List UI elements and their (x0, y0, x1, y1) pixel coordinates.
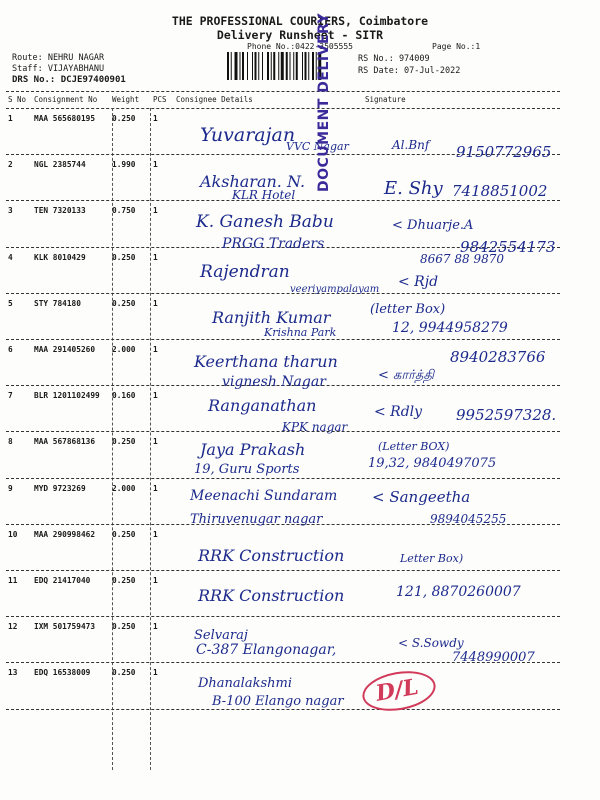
cell-pcs: 1 (153, 576, 158, 585)
cell-consignment: MAA 290998462 (34, 529, 96, 539)
cell-weight: 0.250 (112, 252, 136, 262)
handwritten-phone: 12, 9944958279 (392, 320, 508, 336)
cell-weight: 2.000 (112, 345, 136, 354)
barcode-bar (255, 52, 257, 80)
staff: Staff: VIJAYABHANU (12, 64, 105, 74)
cell-consignment: STY 784180 (34, 298, 81, 308)
cell-consignment: NGL 2385744 (34, 160, 86, 170)
handwritten-consignee-name: Rajendran (200, 262, 290, 282)
handwritten-consignee-address: PRGG Traders (222, 236, 325, 252)
drs-number: DRS No.: DCJE97400901 (12, 75, 126, 85)
handwritten-signature: E. Shy (384, 178, 443, 199)
col-signature: Signature (365, 95, 406, 104)
handwritten-signature: Al.Bnf (392, 138, 430, 152)
handwritten-consignee-name: Jaya Prakash (200, 440, 306, 459)
cell-pcs: 1 (153, 160, 158, 170)
cell-weight: 0.250 (112, 622, 136, 632)
barcode-bar (312, 52, 314, 80)
cell-pcs: 1 (153, 114, 158, 123)
cell-sno: 3 (8, 206, 13, 216)
handwritten-consignee-name: Ranganathan (208, 396, 317, 415)
cell-consignment: KLK 8010429 (34, 252, 86, 262)
cell-sno: 7 (8, 391, 13, 401)
handwritten-signature: 8940283766 (450, 348, 546, 366)
cell-pcs: 1 (153, 622, 158, 632)
cell-sno: 1 (8, 114, 13, 123)
cell-consignment: MAA 565680195 (34, 114, 96, 123)
barcode-bar (296, 52, 298, 80)
cell-pcs: 1 (153, 529, 158, 539)
col-pcs: PCS (153, 95, 167, 104)
handwritten-consignee-name: Dhanalakshmi (198, 676, 292, 691)
cell-sno: 2 (8, 160, 13, 170)
handwritten-consignee-address: vignesh Nagar (222, 374, 326, 390)
barcode-bar (271, 52, 272, 80)
handwritten-signature: (Letter BOX) (378, 440, 450, 453)
barcode-bar (258, 52, 259, 80)
phone-number: Phone No.:0422-3505555 (247, 42, 353, 51)
handwritten-signature: 8667 88 9870 (420, 252, 504, 266)
cell-sno: 10 (8, 529, 18, 539)
col-weight: Weight (112, 95, 140, 104)
barcode-bar (240, 52, 241, 80)
cell-consignment: EDQ 16538009 (34, 668, 91, 678)
handwritten-consignee-address: KLR Hotel (232, 188, 296, 202)
handwritten-phone: 7448990007 (452, 650, 535, 665)
handwritten-phone: 19,32, 9840497075 (368, 456, 497, 471)
cell-weight: 0.160 (112, 391, 136, 401)
cell-pcs: 1 (153, 391, 158, 401)
handwritten-signature: < S.Sowdy (398, 636, 464, 650)
handwritten-consignee-address: 19, Guru Sports (194, 462, 300, 477)
handwritten-phone: < கார்த்தி (378, 368, 435, 383)
right-meta (358, 53, 460, 77)
barcode-bar (281, 52, 284, 80)
cell-sno: 4 (8, 252, 13, 262)
cell-pcs: 1 (153, 437, 158, 447)
cell-consignment: IXM 501759473 (34, 622, 96, 632)
barcode-bar (293, 52, 294, 80)
handwritten-signature: < Dhuarje.A (392, 218, 474, 233)
cell-weight: 1.990 (112, 160, 136, 170)
handwritten-consignee-name: K. Ganesh Babu (196, 212, 334, 232)
barcode-bar (286, 52, 288, 80)
column-headers (8, 95, 560, 107)
cell-consignment: MYD 9723269 (34, 483, 86, 493)
handwritten-consignee-name: Selvaraj (194, 628, 248, 643)
barcode-bar (305, 52, 307, 80)
cell-pcs: 1 (153, 668, 158, 678)
handwritten-consignee-name: Meenachi Sundaram (190, 488, 338, 504)
handwritten-signature: Letter Box) (400, 552, 464, 565)
cell-sno: 11 (8, 576, 18, 585)
cell-sno: 5 (8, 298, 13, 308)
barcode-bar (290, 52, 291, 80)
cell-weight: 0.250 (112, 298, 136, 308)
cell-weight: 0.250 (112, 668, 136, 678)
cell-pcs: 1 (153, 298, 158, 308)
barcode-bar (247, 52, 248, 80)
cell-consignment: BLR 1201102499 (34, 391, 100, 401)
row-divider (6, 616, 560, 617)
handwritten-signature: < Sangeetha (372, 488, 471, 506)
cell-sno: 12 (8, 622, 18, 632)
barcode-bar (231, 52, 232, 80)
handwritten-consignee-address: KPK nagar (282, 420, 348, 434)
cell-pcs: 1 (153, 345, 158, 354)
page-number: Page No.:1 (432, 42, 481, 51)
barcode-bar (278, 52, 279, 80)
cell-consignment: TEN 7320133 (34, 206, 86, 216)
handwritten-consignee-address: veeriyampalayam (290, 284, 380, 295)
row-divider (6, 339, 560, 340)
cell-pcs: 1 (153, 206, 158, 216)
cell-sno: 9 (8, 483, 13, 493)
row-divider (6, 478, 560, 479)
col-sno: S No (8, 95, 27, 104)
handwritten-phone: 9952597328. (456, 406, 557, 424)
handwritten-phone: 9842554173 (460, 238, 556, 256)
handwritten-signature: < Rdly (374, 404, 423, 420)
cell-weight: 2.000 (112, 483, 136, 493)
barcode-bar (302, 52, 303, 80)
handwritten-consignee-name: Keerthana tharun (194, 352, 338, 371)
handwritten-phone: 9894045255 (430, 512, 507, 526)
cell-sno: 13 (8, 668, 18, 678)
cell-weight: 0.250 (112, 114, 136, 123)
handwritten-consignee-address: C-387 Elangonagar, (196, 642, 337, 658)
document-title (0, 14, 600, 42)
handwritten-consignee-name: Ranjith Kumar (212, 308, 331, 327)
cell-weight: 0.250 (112, 529, 136, 539)
handwritten-consignee-name: Aksharan. N. (200, 172, 306, 191)
left-meta (12, 53, 126, 86)
document-delivery-stamp: DOCUMENT DELIVERY (316, 12, 332, 192)
cell-weight: 0.250 (112, 576, 136, 585)
cell-sno: 8 (8, 437, 13, 447)
barcode-bar (252, 52, 253, 80)
cell-weight: 0.750 (112, 206, 136, 216)
cell-pcs: 1 (153, 252, 158, 262)
handwritten-consignee-name: RRK Construction (198, 546, 345, 565)
handwritten-phone: 7418851002 (452, 182, 548, 200)
barcode-bar (242, 52, 244, 80)
header-divider-top (6, 91, 560, 92)
handwritten-signature: 121, 8870260007 (396, 584, 521, 600)
col-consignee: Consignee Details (176, 95, 253, 104)
cell-pcs: 1 (153, 483, 158, 493)
barcode-bar (267, 52, 269, 80)
rs-date: RS Date: 07-Jul-2022 (358, 66, 461, 76)
route: Route: NEHRU NAGAR (12, 53, 105, 63)
handwritten-consignee-address: Krishna Park (264, 326, 337, 339)
barcode (227, 52, 353, 80)
cell-weight: 0.250 (112, 437, 136, 447)
header-divider-bottom (6, 108, 560, 109)
handwritten-consignee-address: B-100 Elango nagar (212, 694, 344, 709)
barcode-bar (235, 52, 238, 80)
handwritten-phone: 9150772965 (456, 143, 552, 161)
cell-consignment: MAA 567868136 (34, 437, 96, 447)
handwritten-consignee-name: Yuvarajan (200, 124, 296, 146)
handwritten-consignee-name: RRK Construction (198, 586, 345, 605)
rs-number: RS No.: 974009 (358, 54, 430, 64)
barcode-bar (308, 52, 309, 80)
cell-sno: 6 (8, 345, 13, 354)
barcode-bar (262, 52, 263, 80)
row-divider (6, 570, 560, 571)
handwritten-signature: (letter Box) (370, 302, 446, 317)
row-divider (6, 293, 560, 294)
col-consignment: Consignment No (34, 95, 98, 104)
barcode-bar (227, 52, 229, 80)
company-name: THE PROFESSIONAL COURIERS, Coimbatore (171, 14, 429, 28)
sheet-title: Delivery Runsheet - SITR (216, 28, 384, 42)
delivered-mark-text: D/L (373, 673, 421, 707)
handwritten-phone: < Rjd (398, 274, 439, 290)
cell-consignment: EDQ 21417040 (34, 576, 91, 585)
barcode-bar (273, 52, 275, 80)
cell-consignment: MAA 291405260 (34, 345, 96, 354)
handwritten-consignee-address: VVC Nagar (286, 140, 349, 153)
handwritten-consignee-address: Thiruvenugar nagar (190, 512, 323, 527)
